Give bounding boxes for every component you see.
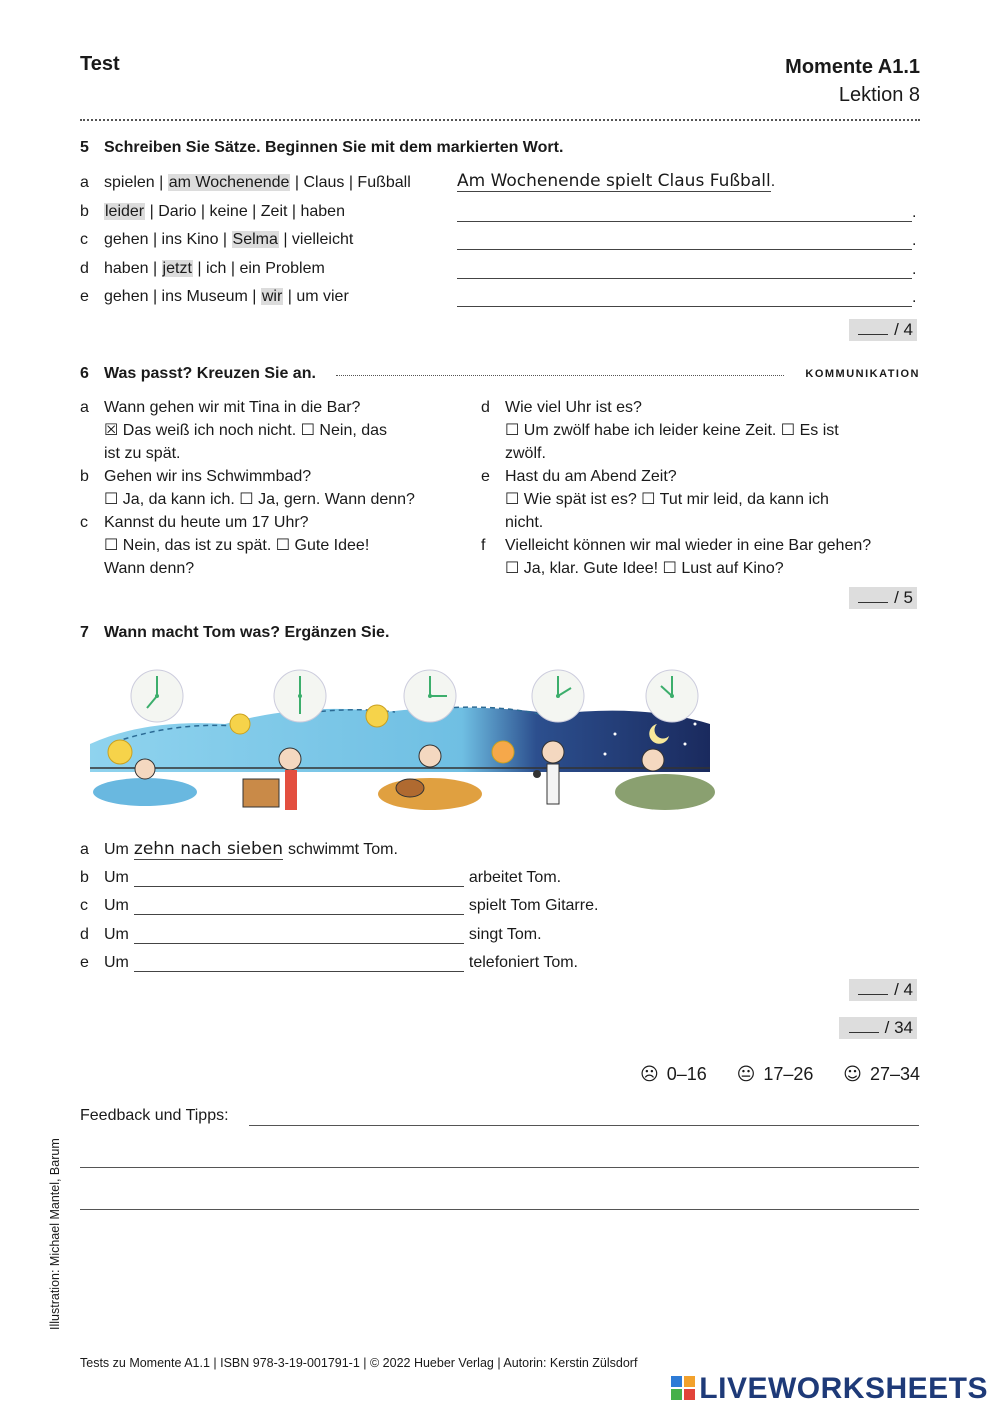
happy-face-icon: ☺ [843, 1064, 862, 1085]
sun-icon [108, 740, 132, 764]
prompt-part: | um vier [283, 288, 349, 305]
answer-line[interactable] [457, 257, 912, 279]
neutral-face-icon: 😐 [736, 1064, 756, 1085]
answer-options-cont: ist zu spät. [104, 445, 181, 462]
prompt-part: gehen | ins Kino | [104, 231, 232, 248]
feedback-label: Feedback und Tipps: [80, 1107, 229, 1124]
liveworksheets-logo-icon [671, 1376, 695, 1400]
lesson-label: Lektion 8 [838, 84, 920, 106]
answer-line[interactable] [457, 200, 912, 222]
activity-text: arbeitet Tom. [468, 869, 562, 886]
book-name: Momente A1.1 [785, 56, 920, 78]
question-letter: f [481, 537, 486, 554]
legend-item [737, 1064, 814, 1085]
clock-icon [646, 670, 698, 722]
answer-period: . [912, 289, 917, 306]
sad-face-icon: ☹ [640, 1064, 659, 1085]
question-letter: d [481, 399, 490, 416]
task7-title-text: Wann macht Tom was? Ergänzen Sie. [104, 624, 390, 641]
prompt-part: haben | [104, 260, 162, 277]
question-text: Wie viel Uhr ist es? [505, 399, 642, 416]
row-letter: e [80, 288, 89, 305]
task6-question [80, 511, 460, 580]
task7-row [80, 925, 542, 951]
task6-question [481, 465, 926, 534]
question-text: Kannst du heute um 17 Uhr? [104, 514, 309, 531]
task6-question [481, 396, 926, 465]
question-text: Gehen wir ins Schwimmbad? [104, 468, 312, 485]
prompt-part: spielen | [104, 174, 168, 191]
brand-text: LIVEWORKSHEETS [699, 1372, 988, 1405]
answer-options-cont: nicht. [505, 514, 544, 531]
question-letter: c [80, 514, 88, 531]
activity-text: spielt Tom Gitarre. [468, 897, 599, 914]
total-score [839, 1017, 917, 1039]
total-score-text: / 34 [884, 1018, 913, 1037]
prompt-part: | vielleicht [278, 231, 354, 248]
task7-score-text: / 4 [894, 980, 913, 999]
time-answer-line[interactable] [134, 868, 464, 887]
test-label: Test [80, 53, 120, 75]
legend-item [640, 1064, 707, 1085]
task5-row [80, 171, 920, 200]
activity-text: telefoniert Tom. [468, 954, 578, 971]
legend-range: 17–26 [763, 1064, 814, 1084]
legend-range: 0–16 [666, 1064, 707, 1084]
row-letter: d [80, 926, 89, 943]
row-letter: c [80, 231, 88, 248]
question-line [481, 396, 926, 419]
marked-word: leider [105, 203, 145, 220]
task5-title-text: Schreiben Sie Sätze. Beginnen Sie mit dem markierten Wort. [104, 139, 564, 156]
activity-text: schwimmt Tom. [288, 841, 398, 858]
task6-dotted-line [336, 375, 784, 376]
task7-row [80, 839, 398, 865]
question-line [80, 396, 460, 419]
clock-icon [404, 670, 456, 722]
task7-row [80, 896, 598, 922]
illustration-credit: Illustration: Michael Mantel, Barum [48, 1138, 62, 1330]
answer-period: . [912, 261, 917, 278]
marked-word: wir [261, 288, 283, 305]
question-line [481, 534, 926, 557]
task6-number: 6 [80, 365, 89, 382]
footer-text: Tests zu Momente A1.1 | ISBN 978-3-19-001791-1 | © 2022 Hueber Verlag | Autorin: Kerstin Zülsdorf [80, 1356, 638, 1370]
answer-options[interactable]: ☐ Ja, klar. Gute Idee! ☐ Lust auf Kino? [505, 560, 784, 577]
question-letter: a [80, 399, 89, 416]
answer-field[interactable] [457, 228, 917, 250]
task6-question [481, 534, 926, 580]
answer-options[interactable]: ☐ Wie spät ist es? ☐ Tut mir leid, da kann ich [505, 491, 829, 508]
answer-field[interactable] [457, 200, 917, 222]
task6-right-column [481, 396, 926, 580]
task6-left-column [80, 396, 460, 580]
time-answer[interactable]: zehn nach sieben [133, 839, 284, 859]
question-text: Vielleicht können wir mal wieder in eine Bar gehen? [505, 537, 872, 554]
time-answer-line[interactable] [134, 925, 464, 944]
liveworksheets-brand[interactable] [671, 1372, 988, 1406]
answer-field[interactable] [457, 171, 917, 191]
sun-icon [230, 714, 250, 734]
time-answer-line[interactable] [134, 953, 464, 972]
answer-options[interactable]: ☐ Nein, das ist zu spät. ☐ Gute Idee! [104, 537, 370, 554]
task7-row [80, 953, 578, 979]
task6-title-text: Was passt? Kreuzen Sie an. [104, 365, 316, 382]
task5-score-text: / 4 [894, 320, 913, 339]
answer-period: . [912, 232, 917, 249]
sun-icon [492, 741, 514, 763]
marked-word: jetzt [162, 260, 192, 277]
task5-title [80, 139, 563, 157]
clock-icon [532, 670, 584, 722]
question-line [80, 465, 460, 488]
feedback-line[interactable] [80, 1167, 919, 1168]
row-letter: e [80, 954, 89, 971]
task6-score-text: / 5 [894, 588, 913, 607]
task7-number: 7 [80, 624, 89, 641]
answer-options[interactable]: ☒ Das weiß ich noch nicht. ☐ Nein, das [104, 422, 388, 439]
feedback-line[interactable] [249, 1125, 919, 1126]
row-letter: b [80, 203, 89, 220]
row-letter: b [80, 869, 89, 886]
task5-row [80, 288, 920, 314]
prompt-part: | Dario | keine | Zeit | haben [145, 203, 345, 220]
answer-line[interactable] [457, 285, 912, 307]
question-text: Wann gehen wir mit Tina in die Bar? [104, 399, 361, 416]
time-answer-line[interactable] [134, 896, 464, 915]
answer-text: Am Wochenende spielt Claus Fußball [457, 171, 771, 191]
task6-question [80, 465, 460, 511]
task7-title [80, 624, 389, 642]
header-divider [80, 119, 920, 121]
answer-options-cont: Wann denn? [104, 560, 195, 577]
um-label: Um [104, 954, 129, 971]
score-blank[interactable] [849, 1018, 879, 1033]
um-label: Um [104, 869, 129, 886]
answer-field[interactable] [457, 257, 917, 279]
task5-number: 5 [80, 139, 89, 156]
clock-icon [274, 670, 326, 722]
feedback-line[interactable] [80, 1209, 919, 1210]
task6-question [80, 396, 460, 465]
clock-icon [131, 670, 183, 722]
score-blank[interactable] [858, 980, 888, 995]
question-letter: b [80, 468, 89, 485]
um-label: Um [104, 926, 129, 943]
task6-title [80, 365, 316, 383]
book-title [785, 53, 920, 109]
um-label: Um [104, 897, 129, 914]
marked-word: am Wochenende [168, 174, 290, 191]
sun-icon [366, 705, 388, 727]
activity-text: singt Tom. [468, 926, 542, 943]
task5-row [80, 203, 920, 229]
row-letter: a [80, 841, 89, 858]
task5-row [80, 260, 920, 286]
tom-day-illustration [85, 664, 720, 824]
prompt-part: | ich | ein Problem [192, 260, 325, 277]
sky-band [90, 707, 710, 772]
um-label: Um [104, 841, 129, 858]
question-line [80, 511, 460, 534]
legend-item [843, 1064, 920, 1085]
task6-score [849, 587, 917, 609]
marked-word: Selma [232, 231, 278, 248]
answer-period: . [912, 204, 917, 221]
row-letter: d [80, 260, 89, 277]
question-line [481, 465, 926, 488]
row-letter: c [80, 897, 88, 914]
answer-options[interactable]: ☐ Ja, da kann ich. ☐ Ja, gern. Wann denn? [104, 491, 415, 508]
task5-row [80, 231, 920, 257]
row-letter: a [80, 174, 89, 191]
answer-period: . [770, 173, 776, 190]
score-blank[interactable] [858, 320, 888, 335]
score-blank[interactable] [858, 588, 888, 603]
question-text: Hast du am Abend Zeit? [505, 468, 677, 485]
question-letter: e [481, 468, 490, 485]
legend-range: 27–34 [869, 1064, 920, 1084]
task6-category: KOMMUNIKATION [805, 368, 920, 380]
answer-options-cont: zwölf. [505, 445, 546, 462]
task7-row [80, 868, 561, 894]
answer-field[interactable] [457, 285, 917, 307]
answer-options[interactable]: ☐ Um zwölf habe ich leider keine Zeit. ☐ Es ist [505, 422, 839, 439]
prompt-part: gehen | ins Museum | [104, 288, 261, 305]
answer-line[interactable] [457, 228, 912, 250]
task5-score [849, 319, 917, 341]
prompt-part: | Claus | Fußball [290, 174, 411, 191]
task7-score [849, 979, 917, 1001]
score-legend [640, 1064, 920, 1085]
